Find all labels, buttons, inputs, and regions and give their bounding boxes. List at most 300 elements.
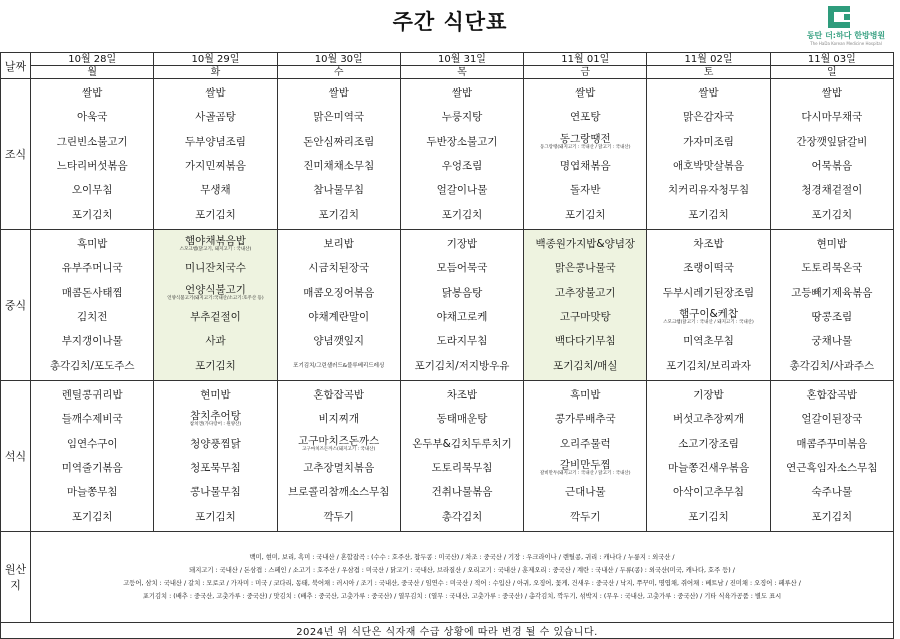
- dinner-cell: [277, 381, 400, 532]
- menu-item: [154, 105, 276, 129]
- menu-item: [154, 281, 276, 305]
- weekday-header: 금: [524, 66, 647, 79]
- menu-item-name: 온두부&김치두루치기: [412, 437, 512, 450]
- menu-item-name: 고추장불고기: [554, 286, 616, 299]
- lunch-cell: [154, 230, 277, 381]
- menu-item: [771, 232, 893, 256]
- menu-item: [647, 329, 769, 353]
- menu-item: [771, 407, 893, 431]
- menu-item-name: 야채고로케: [436, 311, 488, 324]
- menu-item: [771, 256, 893, 280]
- menu-item: [647, 232, 769, 256]
- menu-item: [401, 407, 523, 431]
- menu-item-name: 오이무침: [71, 184, 113, 197]
- menu-item: [401, 456, 523, 480]
- menu-item: [524, 81, 646, 105]
- weekday-row: [1, 66, 894, 79]
- menu-item-name: 누룽지탕: [441, 111, 483, 124]
- weekday-header: 일: [770, 66, 893, 79]
- menu-item: [31, 305, 153, 329]
- menu-item: [278, 432, 400, 456]
- menu-item: [401, 178, 523, 202]
- menu-item-name: 들깨수제비국: [61, 413, 123, 426]
- menu-item-name: 느타리버섯볶음: [56, 160, 128, 173]
- lunch-label: 중식: [1, 230, 31, 381]
- menu-item-name: 모듬어묵국: [436, 262, 488, 275]
- menu-item: [524, 256, 646, 280]
- menu-item-name: 햄야채볶음밥: [185, 235, 246, 248]
- menu-item: [278, 232, 400, 256]
- menu-item-name: 버섯고추장찌개: [673, 413, 745, 426]
- menu-item: [31, 81, 153, 105]
- weekday-header: 수: [277, 66, 400, 79]
- menu-item: [401, 232, 523, 256]
- menu-item: [524, 329, 646, 353]
- date-header: 11월 02일: [647, 53, 770, 66]
- menu-item-name: 포기김치: [441, 208, 483, 221]
- menu-item-name: 기장밥: [446, 238, 478, 251]
- menu-item-origin-note: 스모크햄(닭고기 : 국내산 / 돼지고기 : 국내산): [663, 320, 754, 326]
- menu-item-name: 아욱국: [76, 111, 108, 124]
- menu-item: [278, 203, 400, 227]
- menu-item-name: 흑미밥: [76, 238, 108, 251]
- menu-item-name: 혼합잡곡밥: [806, 389, 858, 402]
- dinner-cell: [400, 381, 523, 532]
- menu-item: [154, 432, 276, 456]
- menu-item: [647, 354, 769, 378]
- menu-item: [154, 178, 276, 202]
- menu-item: [31, 178, 153, 202]
- menu-item-name: 참치추어탕: [190, 410, 241, 423]
- menu-item: [524, 130, 646, 154]
- menu-item-name: 깍두기: [570, 510, 601, 523]
- menu-item-name: 포기김치/그린샐러드&블루베리드레싱: [293, 362, 385, 369]
- menu-item-name: 포기김치: [71, 208, 113, 221]
- dinner-cell: [31, 381, 154, 532]
- menu-item-origin-note: 스모크햄(닭고기, 돼지고기 : 국내산): [179, 247, 252, 253]
- menu-item-name: 비지찌개: [318, 413, 360, 426]
- origin-label: 원산지: [1, 532, 31, 623]
- menu-item-name: 매콤오징어볶음: [303, 286, 375, 299]
- menu-item-name: 임연수구이: [66, 437, 118, 450]
- menu-item: [31, 105, 153, 129]
- menu-item: [524, 232, 646, 256]
- menu-item-name: 야채계란말이: [308, 311, 370, 324]
- menu-item-name: 포기김치: [195, 510, 236, 523]
- menu-item: [771, 505, 893, 529]
- menu-item: [31, 130, 153, 154]
- menu-item: [401, 432, 523, 456]
- menu-item-name: 미니잔치국수: [185, 262, 246, 275]
- menu-item-name: 무생채: [200, 184, 231, 197]
- menu-item: [278, 81, 400, 105]
- menu-item-name: 고구마맛탕: [559, 311, 611, 324]
- menu-item: [154, 480, 276, 504]
- menu-item: [278, 154, 400, 178]
- lunch-cell: [524, 230, 647, 381]
- menu-item-name: 쌀밥: [575, 87, 596, 100]
- menu-item-origin-note: 동그랑땡(돼지고기 : 국내산 / 닭고기 : 국내산): [539, 144, 631, 150]
- lunch-cell: [647, 230, 770, 381]
- menu-item: [524, 354, 646, 378]
- menu-item: [647, 407, 769, 431]
- menu-item-name: 맑은콩나물국: [554, 262, 616, 275]
- menu-item: [524, 105, 646, 129]
- menu-item-name: 두부시레기된장조림: [662, 286, 755, 299]
- menu-item: [154, 505, 276, 529]
- menu-item-name: 포기김치/매실: [553, 359, 618, 372]
- menu-item-name: 쌀밥: [205, 87, 226, 100]
- menu-item: [154, 81, 276, 105]
- menu-item: [154, 154, 276, 178]
- menu-item: [154, 130, 276, 154]
- menu-item-name: 갈비만두찜: [559, 459, 611, 472]
- menu-item-name: 매콤주꾸미볶음: [796, 437, 868, 450]
- menu-item-name: 콩나물무침: [190, 486, 241, 499]
- menu-item-name: 애호박맛살볶음: [673, 160, 745, 173]
- breakfast-label: 조식: [1, 79, 31, 230]
- menu-item-name: 간장깻잎닭갈비: [796, 135, 868, 148]
- menu-item-name: 현미밥: [816, 238, 848, 251]
- menu-item-name: 얼갈이나물: [436, 184, 488, 197]
- menu-item-name: 포기김치/보리과자: [666, 359, 751, 372]
- menu-item-origin-note: 참치캔(가다랑어 : 원양산): [189, 422, 242, 428]
- menu-item: [771, 130, 893, 154]
- menu-item-name: 백종원가지밥&양념장: [535, 238, 635, 251]
- menu-item: [154, 232, 276, 256]
- menu-item: [401, 154, 523, 178]
- menu-item-name: 포기김치: [688, 510, 729, 523]
- menu-item: [278, 407, 400, 431]
- menu-item: [771, 456, 893, 480]
- menu-item-name: 포기김치: [811, 208, 853, 221]
- menu-item-name: 조랭이떡국: [683, 262, 734, 275]
- menu-item-name: 닭봉음탕: [441, 286, 483, 299]
- menu-item: [154, 256, 276, 280]
- date-header: 10월 31일: [400, 53, 523, 66]
- menu-item-name: 어묵볶음: [811, 160, 853, 173]
- menu-item: [401, 305, 523, 329]
- menu-item-name: 도토리묵온국: [801, 262, 863, 275]
- menu-item-name: 포기김치: [318, 208, 360, 221]
- origin-line: 백미, 현미, 보리, 흑미 : 국내산 / 혼합잡곡 : (수수 : 호주산, 찹두콩 : 미국산) / 차조 : 중국산 / 기장 : 우크라이나 / 렌틸콩, 귀리 : 캐나다 / 누룽지 : 외국산 /: [249, 554, 675, 561]
- menu-item-name: 고추장멸치볶음: [303, 462, 375, 475]
- menu-item: [401, 105, 523, 129]
- lunch-cell: [31, 230, 154, 381]
- date-header: 11월 03일: [770, 53, 893, 66]
- menu-item-name: 사골곰탕: [195, 111, 236, 124]
- menu-item-name: 포기김치/저지방우유: [414, 359, 510, 372]
- menu-item-name: 명엽채볶음: [559, 160, 611, 173]
- menu-item: [771, 154, 893, 178]
- menu-item: [154, 329, 276, 353]
- menu-item-name: 도토리묵무침: [431, 462, 493, 475]
- page-title: 주간 식단표: [392, 10, 508, 34]
- menu-item: [154, 354, 276, 378]
- menu-item: [771, 305, 893, 329]
- menu-item-name: 보리밥: [323, 238, 354, 251]
- menu-item-name: 총각김치: [441, 510, 483, 523]
- menu-item-name: 포기김치: [688, 208, 729, 221]
- menu-item-name: 동그랑땡전: [559, 132, 611, 145]
- menu-item-name: 근대나물: [564, 486, 606, 499]
- menu-item-name: 두부양념조림: [185, 135, 246, 148]
- dinner-cell: [154, 381, 277, 532]
- menu-item: [647, 281, 769, 305]
- menu-item: [524, 203, 646, 227]
- menu-item-name: 가지민찌볶음: [185, 160, 246, 173]
- menu-item-name: 미역줄기볶음: [61, 462, 123, 475]
- menu-item-name: 얼갈이된장국: [801, 413, 863, 426]
- menu-item: [771, 354, 893, 378]
- menu-item: [401, 203, 523, 227]
- menu-item-name: 두반장소불고기: [426, 135, 498, 148]
- menu-item: [771, 203, 893, 227]
- menu-item-name: 백다다기무침: [554, 335, 616, 348]
- menu-item: [401, 505, 523, 529]
- menu-item-name: 맑은미역국: [313, 111, 365, 124]
- date-header: 10월 28일: [31, 53, 154, 66]
- menu-item: [401, 480, 523, 504]
- menu-item: [401, 329, 523, 353]
- menu-item-name: 기장밥: [693, 389, 724, 402]
- menu-item: [647, 81, 769, 105]
- menu-item-name: 쌀밥: [451, 87, 473, 100]
- menu-item-name: 렌틸콩귀리밥: [61, 389, 123, 402]
- menu-item-name: 아삭이고추무침: [673, 486, 745, 499]
- menu-item-name: 포기김치: [564, 208, 606, 221]
- menu-item: [31, 154, 153, 178]
- menu-item-name: 브로콜리참깨소스무침: [288, 486, 390, 499]
- menu-item: [524, 383, 646, 407]
- dinner-label: 석식: [1, 381, 31, 532]
- menu-item-name: 미역초무침: [683, 335, 734, 348]
- weekday-header: 월: [31, 66, 154, 79]
- menu-item: [278, 383, 400, 407]
- menu-item-name: 땅콩조림: [811, 311, 853, 324]
- menu-item: [647, 505, 769, 529]
- menu-item-name: 현미밥: [200, 389, 231, 402]
- menu-item: [647, 383, 769, 407]
- menu-item-name: 다시마무채국: [801, 111, 863, 124]
- menu-item-name: 소고기장조림: [678, 437, 739, 450]
- menu-item-name: 진미채채소무침: [303, 160, 375, 173]
- breakfast-cell: [31, 79, 154, 230]
- menu-item: [278, 456, 400, 480]
- menu-item: [31, 329, 153, 353]
- menu-item-name: 유부주머니국: [61, 262, 123, 275]
- menu-item: [278, 130, 400, 154]
- menu-item-name: 쌀밥: [82, 87, 103, 100]
- menu-item: [771, 81, 893, 105]
- hospital-logo: [796, 6, 896, 50]
- menu-item: [771, 105, 893, 129]
- menu-item: [647, 456, 769, 480]
- menu-item-name: 돈안심짜리조림: [303, 135, 375, 148]
- menu-item: [278, 505, 400, 529]
- menu-item: [524, 432, 646, 456]
- menu-item: [524, 178, 646, 202]
- menu-item: [401, 281, 523, 305]
- menu-item-name: 궁채나물: [811, 335, 853, 348]
- menu-item: [647, 432, 769, 456]
- menu-item-name: 김치전: [76, 311, 108, 324]
- menu-item-name: 부추겉절이: [190, 311, 241, 324]
- menu-item: [524, 154, 646, 178]
- lunch-row: [1, 230, 894, 381]
- menu-item-name: 우엉조림: [441, 160, 483, 173]
- menu-item-name: 총각김치/사과주스: [789, 359, 875, 372]
- menu-item-name: 연포탕: [570, 111, 601, 124]
- breakfast-cell: [647, 79, 770, 230]
- menu-item: [524, 456, 646, 480]
- menu-item: [154, 383, 276, 407]
- logo-subtitle: The HaDa Korean Medicine Hospital: [810, 41, 882, 46]
- menu-item-origin-note: 언양식불고기(돼지고기:국내산/소고기:호주산 등): [167, 295, 264, 301]
- menu-item: [31, 432, 153, 456]
- menu-item-name: 포기김치: [811, 510, 853, 523]
- origin-line: 돼지고기 : 국내산 / 돈삼겹 : 스페인 / 소고기 : 호주산 / 우삼겹 : 미국산 / 닭고기 : 국내산, 브라질산 / 오리고기 : 국내산 / 훈제오리 : 중국산 / 계란 : 국내산 / 두류(콩) : 외국산(미국, 캐나다, 호주 등) /: [189, 567, 735, 574]
- menu-item: [647, 130, 769, 154]
- origin-row: [1, 532, 894, 623]
- menu-item: [278, 305, 400, 329]
- origin-info: [31, 532, 894, 623]
- menu-item-name: 마늘쫑무침: [66, 486, 118, 499]
- menu-item-name: 매콤돈사태찜: [61, 286, 123, 299]
- menu-item-name: 청양풍찜닭: [190, 437, 241, 450]
- menu-item: [647, 154, 769, 178]
- menu-item: [401, 81, 523, 105]
- menu-item: [524, 480, 646, 504]
- footer-row: [1, 623, 894, 639]
- menu-table: [0, 52, 894, 639]
- menu-item-name: 고등빼기제육볶음: [791, 286, 873, 299]
- menu-item: [278, 256, 400, 280]
- menu-item-origin-note: 고구마치즈돈까스(돼지고기 : 국내산): [302, 446, 376, 452]
- menu-item: [154, 203, 276, 227]
- menu-item: [524, 281, 646, 305]
- lunch-cell: [770, 230, 893, 381]
- menu-item-name: 깍두기: [323, 510, 354, 523]
- menu-item-name: 연근흑임자소스무침: [786, 462, 878, 475]
- menu-item-name: 건취나물볶음: [431, 486, 493, 499]
- dinner-row: [1, 381, 894, 532]
- menu-item: [31, 456, 153, 480]
- weekday-header: 목: [400, 66, 523, 79]
- menu-item: [31, 383, 153, 407]
- menu-item: [401, 130, 523, 154]
- date-row: [1, 53, 894, 66]
- menu-item: [278, 281, 400, 305]
- menu-item-name: 포기김치: [71, 510, 113, 523]
- menu-item: [31, 407, 153, 431]
- menu-item: [154, 407, 276, 431]
- menu-item: [524, 505, 646, 529]
- menu-item: [647, 480, 769, 504]
- menu-item: [31, 354, 153, 378]
- menu-item: [31, 281, 153, 305]
- menu-item-name: 오리주물럭: [559, 437, 611, 450]
- lunch-cell: [277, 230, 400, 381]
- menu-item: [278, 354, 400, 378]
- date-header: 10월 30일: [277, 53, 400, 66]
- menu-item-name: 차조밥: [693, 238, 724, 251]
- menu-item-name: 참나물무침: [313, 184, 365, 197]
- breakfast-cell: [277, 79, 400, 230]
- weekday-header: 토: [647, 66, 770, 79]
- menu-item: [278, 105, 400, 129]
- menu-item: [31, 203, 153, 227]
- menu-item-name: 맑은감자국: [683, 111, 734, 124]
- menu-item-name: 사과: [205, 335, 226, 348]
- menu-item: [647, 305, 769, 329]
- menu-item: [524, 407, 646, 431]
- menu-item: [278, 329, 400, 353]
- menu-item: [647, 105, 769, 129]
- menu-item-name: 혼합잡곡밥: [313, 389, 365, 402]
- menu-item: [771, 432, 893, 456]
- dinner-cell: [770, 381, 893, 532]
- lunch-cell: [400, 230, 523, 381]
- dinner-cell: [647, 381, 770, 532]
- date-header: 10월 29일: [154, 53, 277, 66]
- menu-item-name: 부지갱이나물: [61, 335, 123, 348]
- weekday-header: 화: [154, 66, 277, 79]
- breakfast-cell: [400, 79, 523, 230]
- menu-item: [524, 305, 646, 329]
- menu-item: [771, 480, 893, 504]
- menu-item-name: 양념깻잎지: [313, 335, 365, 348]
- menu-item-name: 쌀밥: [821, 87, 842, 100]
- dinner-cell: [524, 381, 647, 532]
- menu-item: [401, 383, 523, 407]
- menu-item: [647, 178, 769, 202]
- menu-item-name: 도라지무침: [436, 335, 488, 348]
- menu-item-name: 치커리유자청무침: [667, 184, 750, 197]
- menu-item-name: 그린빈소불고기: [56, 135, 128, 148]
- menu-item-name: 포기김치: [195, 208, 236, 221]
- logo-mark-icon: [828, 6, 850, 28]
- menu-item-name: 쌀밥: [698, 87, 719, 100]
- menu-item: [647, 256, 769, 280]
- footer-notice: 2024년 위 식단은 식자재 수급 상황에 따라 변경 될 수 있습니다.: [1, 623, 894, 639]
- menu-item: [771, 329, 893, 353]
- menu-item-name: 돌자반: [570, 184, 601, 197]
- menu-item-name: 흑미밥: [570, 389, 601, 402]
- menu-item-name: 고구마치즈돈까스: [298, 434, 380, 447]
- menu-item: [647, 203, 769, 227]
- menu-item: [154, 456, 276, 480]
- date-header: 11월 01일: [524, 53, 647, 66]
- menu-item-name: 차조밥: [446, 389, 478, 402]
- menu-item-name: 청포묵무침: [190, 462, 241, 475]
- menu-item: [31, 480, 153, 504]
- menu-item-name: 가자미조림: [683, 135, 734, 148]
- menu-item: [401, 354, 523, 378]
- origin-line: 고등어, 삼치 : 국내산 / 갈치 : 모로코 / 가자미 : 미국 / 코다리, 동태, 북어채 : 러시아 / 조기 : 국내산, 중국산 / 임연수 : 미국산 / 적어 : 수입산 / 아귀, 오징어, 꽃게, 건새우 : 중국산 / 낙지, 쭈꾸미, 명엽채, 쥐어채 : 베트남 / 진미채 : 오징어 : 페루산 /: [123, 580, 801, 587]
- menu-item: [31, 505, 153, 529]
- breakfast-cell: [770, 79, 893, 230]
- origin-line: 포기김치 : (배추 : 중국산, 고춧가루 : 중국산) / 맛김치 : (배추 : 중국산, 고춧가루 : 중국산) / 열무김치 : (열무 : 국내산, 고춧가루 : 중국산) / 총각김치, 깍두기, 섞박지 : (무우 : 국내산, 고춧가루 : 중국산) / 기타 식육가공품 : 별도 표시: [142, 593, 782, 600]
- logo-name: 동탄 더:하다 한방병원: [806, 31, 886, 40]
- menu-item-name: 햄구이&케찹: [679, 308, 738, 321]
- menu-item-name: 마늘쫑건새우볶음: [667, 462, 750, 475]
- menu-item-name: 동태매운탕: [436, 413, 488, 426]
- menu-item-name: 시금치된장국: [308, 262, 370, 275]
- menu-item-name: 총각김치/포도주스: [49, 359, 135, 372]
- menu-item-name: 포기김치: [195, 359, 236, 372]
- menu-item: [31, 232, 153, 256]
